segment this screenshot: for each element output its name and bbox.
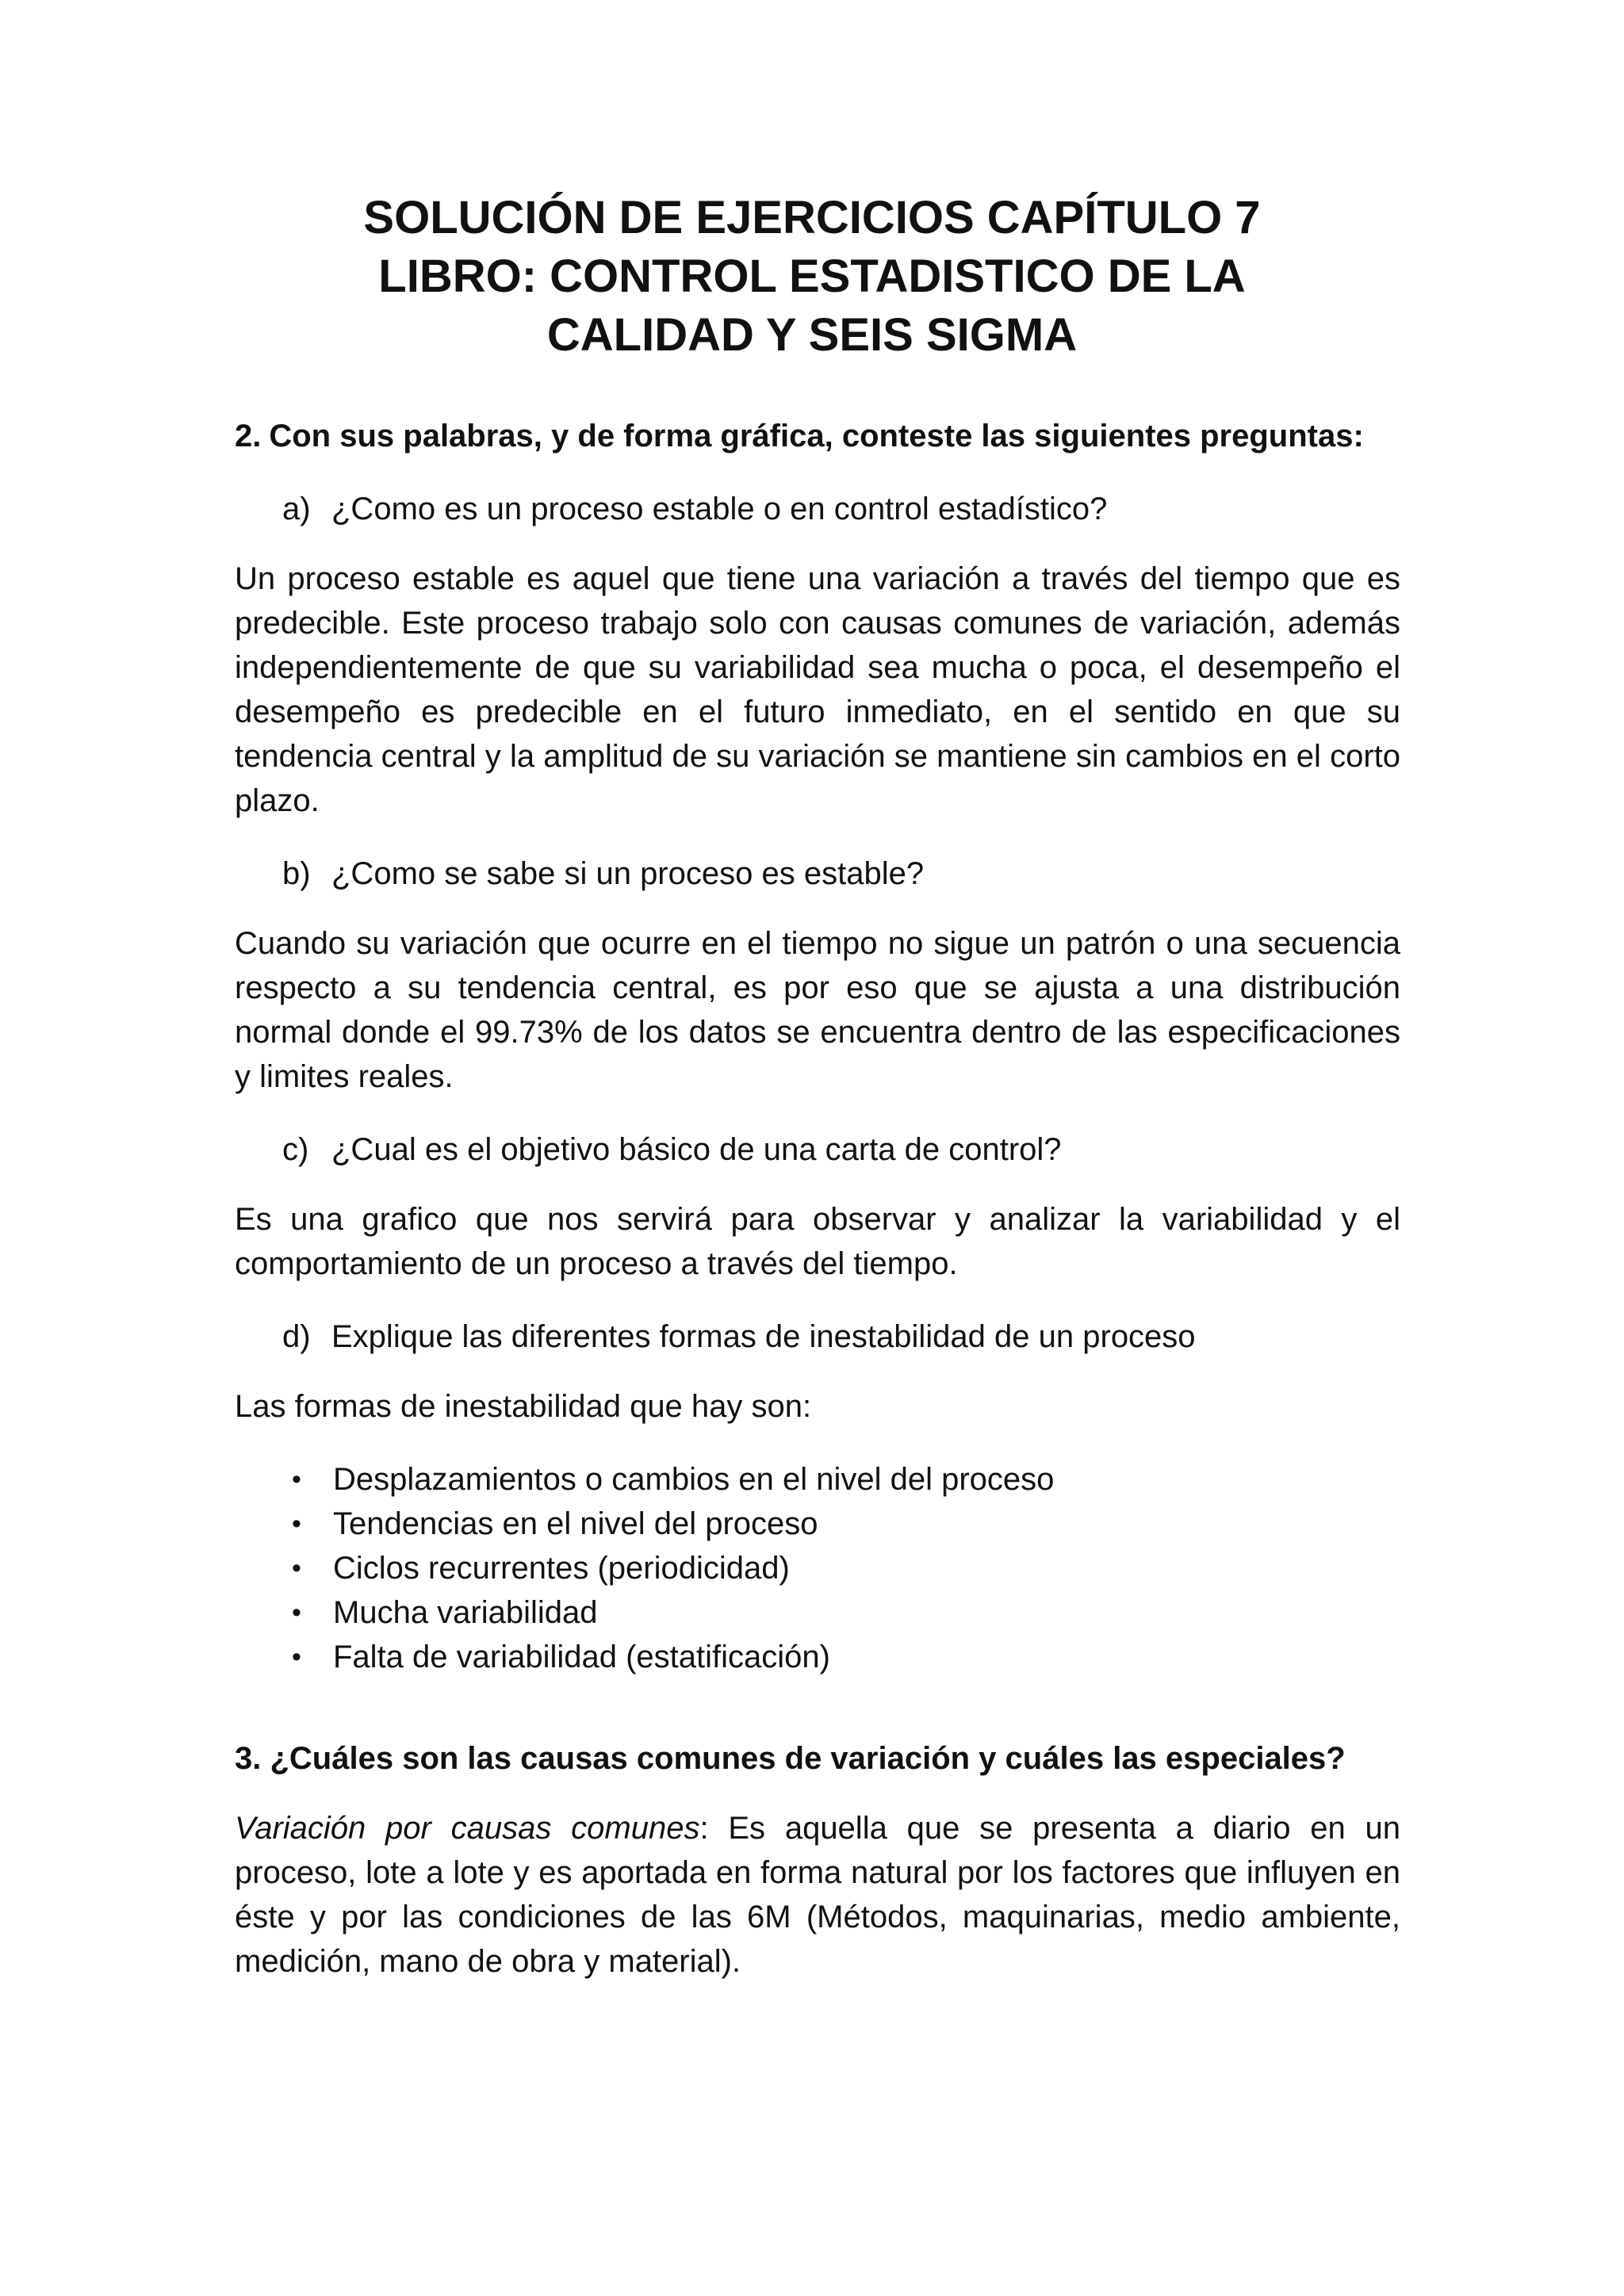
sub-question-d-letter: d) [282,1319,311,1354]
sub-question-b-letter: b) [282,856,311,891]
answer-b: Cuando su variación que ocurre en el tiempo no sigue un patrón o una secuencia respecto a su tendencia central, es por eso que se ajusta a una distribución normal donde el 99.73% de los datos se encuentra dentro de las especificaciones y limites reales. [235,926,1400,1094]
list-item-text: Desplazamientos o cambios en el nivel del proceso [333,1462,1055,1497]
question-3-heading: 3. ¿Cuáles son las causas comunes de variación y cuáles las especiales? [235,1741,1346,1776]
list-item [235,1635,1400,1679]
sub-question-b [282,851,1400,896]
sub-question-d-text: Explique las diferentes formas de inestabilidad de un proceso [331,1319,1196,1354]
list-item [235,1457,1400,1502]
title-line-1: SOLUCIÓN DE EJERCICIOS CAPÍTULO 7 [363,192,1261,243]
title-line-2: LIBRO: CONTROL ESTADISTICO DE LA [378,251,1246,302]
term-common-causes: Variación por causas comunes [235,1811,700,1846]
sub-question-c-letter: c) [282,1132,309,1167]
list-item [235,1546,1400,1590]
sub-question-a [282,487,1400,531]
bullet-icon: • [292,1598,301,1628]
question-2-text: Con sus palabras, y de forma gráfica, conteste las siguientes preguntas: [269,419,1364,453]
instability-list [235,1457,1400,1679]
list-item-text: Falta de variabilidad (estatificación) [333,1640,830,1674]
title-line-3: CALIDAD Y SEIS SIGMA [546,309,1078,361]
bullet-icon: • [292,1642,301,1672]
list-item [235,1590,1400,1635]
document-title [222,189,1402,365]
question-2-number: 2. [235,419,262,453]
list-item-text: Ciclos recurrentes (periodicidad) [333,1551,790,1586]
answer-3 [235,1806,1400,1984]
bullet-icon: • [292,1553,301,1583]
list-item-text: Tendencias en el nivel del proceso [333,1506,818,1541]
document-body [235,414,1400,1984]
answer-d: Las formas de inestabilidad que hay son: [235,1389,812,1424]
sub-question-c-text: ¿Cual es el objetivo básico de una carta de control? [331,1132,1062,1167]
sub-question-b-text: ¿Como se sabe si un proceso es estable? [331,856,925,891]
list-item [235,1502,1400,1546]
sub-question-c [282,1127,1400,1172]
answer-a: Un proceso estable es aquel que tiene una variación a través del tiempo que es predecible. Este proceso trabajo solo con causas comunes de variación, además independientemente de que su variabilidad sea mucha o poca, el desempeño el desempeño es predecible en el futuro inmediato, en el sentido en que su tendencia central y la amplitud de su variación se mantiene sin cambios en el corto plazo. [235,561,1400,818]
list-item-text: Mucha variabilidad [333,1595,598,1630]
bullet-icon: • [292,1509,301,1539]
sub-question-a-text: ¿Como es un proceso estable o en control estadístico? [331,492,1108,526]
question-2-heading [235,414,1400,458]
sub-question-a-letter: a) [282,492,311,526]
sub-question-d [282,1314,1400,1359]
definition-common-causes: : Es aquella que se presenta a diario en un proceso, lote a lote y es aportada en forma natural por los factores que influyen en éste y por las condiciones de las 6M (Métodos, maquinarias, medio ambiente, medición, mano de obra y material). [235,1811,1400,1979]
bullet-icon: • [292,1464,301,1494]
answer-c: Es una grafico que nos servirá para observar y analizar la variabilidad y el comportamiento de un proceso a través del tiempo. [235,1202,1400,1281]
